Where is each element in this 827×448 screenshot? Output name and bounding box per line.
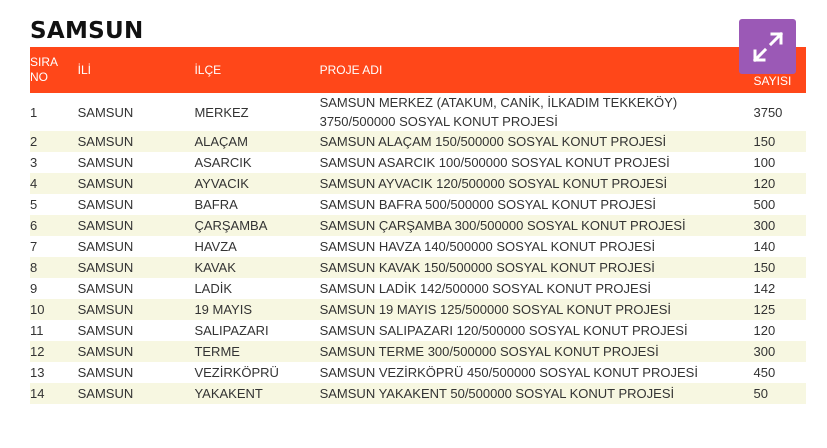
cell-sira-no: 2 (30, 134, 38, 149)
cell-sayisi: 300 (753, 344, 776, 359)
cell-proje-adi: SAMSUN VEZİRKÖPRÜ 450/500000 SOSYAL KONUT PROJESİ (319, 365, 698, 380)
cell-sira-no: 7 (30, 239, 38, 254)
cell-ili: SAMSUN (77, 260, 134, 275)
cell-sira-no: 8 (30, 260, 38, 275)
cell-sayisi: 3750 (753, 104, 783, 120)
cell-sira-no: 11 (30, 323, 44, 338)
cell-proje-adi: SAMSUN ASARCIK 100/500000 SOSYAL KONUT PROJESİ (319, 155, 670, 170)
cell-proje-adi: SAMSUN TERME 300/500000 SOSYAL KONUT PROJESİ (319, 344, 659, 359)
cell-proje-adi: SAMSUN KAVAK 150/500000 SOSYAL KONUT PROJESİ (319, 260, 655, 275)
cell-ili: SAMSUN (77, 281, 134, 296)
cell-ili: SAMSUN (77, 134, 134, 149)
table-row (30, 93, 806, 131)
table-row (30, 131, 806, 152)
cell-ilce: BAFRA (194, 197, 238, 212)
cell-sayisi: 450 (753, 365, 776, 380)
table-row (30, 278, 806, 299)
cell-proje-adi: SAMSUN HAVZA 140/500000 SOSYAL KONUT PROJESİ (319, 239, 656, 254)
cell-ilce: SALIPAZARI (194, 323, 269, 338)
cell-ilce: 19 MAYIS (194, 302, 252, 317)
cell-ilce: KAVAK (194, 260, 236, 275)
table-row (30, 362, 806, 383)
cell-sira-no: 14 (30, 386, 45, 401)
cell-sira-no: 1 (30, 104, 38, 120)
projects-table (30, 47, 806, 404)
header-ili: İLİ (77, 62, 91, 77)
header-ilce: İLÇE (194, 62, 222, 77)
cell-ili: SAMSUN (77, 176, 134, 191)
cell-ili: SAMSUN (77, 155, 134, 170)
table-row (30, 320, 806, 341)
cell-sayisi: 150 (753, 260, 776, 275)
page-title: SAMSUN (30, 18, 144, 44)
table-row (30, 215, 806, 236)
cell-proje-adi: SAMSUN SALIPAZARI 120/500000 SOSYAL KONUT PROJESİ (319, 323, 688, 338)
cell-ili: SAMSUN (77, 386, 134, 401)
cell-ili: SAMSUN (77, 239, 134, 254)
table-row (30, 152, 806, 173)
expand-button[interactable] (739, 19, 796, 74)
table-row (30, 383, 806, 404)
cell-ilce: LADİK (194, 281, 233, 296)
cell-proje-adi: SAMSUN AYVACIK 120/500000 SOSYAL KONUT PROJESİ (319, 176, 668, 191)
cell-ilce: ASARCIK (194, 155, 252, 170)
cell-ili: SAMSUN (77, 104, 134, 120)
cell-ili: SAMSUN (77, 218, 134, 233)
cell-ili: SAMSUN (77, 365, 134, 380)
cell-sayisi: 125 (753, 302, 776, 317)
cell-proje-adi: SAMSUN MERKEZ (ATAKUM, CANİK, İLKADIM TEKKEKÖY) 3750/500000 SOSYAL KONUT PROJESİ (319, 95, 678, 129)
cell-sayisi: 100 (753, 155, 776, 170)
table-row (30, 299, 806, 320)
header-proje-adi: PROJE ADI (319, 62, 383, 77)
cell-ilce: MERKEZ (194, 104, 249, 120)
cell-proje-adi: SAMSUN YAKAKENT 50/500000 SOSYAL KONUT PROJESİ (319, 386, 675, 401)
cell-sira-no: 3 (30, 155, 38, 170)
cell-sira-no: 10 (30, 302, 45, 317)
table-row (30, 194, 806, 215)
cell-sayisi: 140 (753, 239, 776, 254)
cell-sira-no: 6 (30, 218, 38, 233)
cell-sira-no: 12 (30, 344, 45, 359)
cell-ili: SAMSUN (77, 302, 134, 317)
expand-arrows-icon (750, 29, 786, 65)
cell-ili: SAMSUN (77, 344, 134, 359)
cell-sayisi: 142 (753, 281, 776, 296)
cell-ilce: ÇARŞAMBA (194, 218, 268, 233)
cell-ili: SAMSUN (77, 323, 134, 338)
cell-ilce: AYVACIK (194, 176, 249, 191)
cell-sayisi: 50 (753, 386, 768, 401)
cell-ilce: TERME (194, 344, 240, 359)
cell-ilce: ALAÇAM (194, 134, 248, 149)
table-header-row (30, 47, 806, 93)
cell-ili: SAMSUN (77, 197, 134, 212)
cell-proje-adi: SAMSUN 19 MAYIS 125/500000 SOSYAL KONUT PROJESİ (319, 302, 671, 317)
cell-proje-adi: SAMSUN ALAÇAM 150/500000 SOSYAL KONUT PROJESİ (319, 134, 667, 149)
table-row (30, 236, 806, 257)
cell-sira-no: 5 (30, 197, 38, 212)
cell-proje-adi: SAMSUN ÇARŞAMBA 300/500000 SOSYAL KONUT PROJESİ (319, 218, 686, 233)
cell-proje-adi: SAMSUN LADİK 142/500000 SOSYAL KONUT PROJESİ (319, 281, 651, 296)
cell-sira-no: 13 (30, 365, 45, 380)
table-row (30, 257, 806, 278)
cell-sayisi: 500 (753, 197, 776, 212)
cell-proje-adi: SAMSUN BAFRA 500/500000 SOSYAL KONUT PROJESİ (319, 197, 657, 212)
cell-ilce: HAVZA (194, 239, 237, 254)
table-row (30, 341, 806, 362)
cell-sira-no: 4 (30, 176, 38, 191)
cell-sayisi: 120 (753, 176, 776, 191)
header-sira-no: SIRA NO (30, 55, 58, 84)
table-row (30, 173, 806, 194)
cell-ilce: YAKAKENT (194, 386, 263, 401)
cell-sayisi: 150 (753, 134, 776, 149)
cell-ilce: VEZİRKÖPRÜ (194, 365, 279, 380)
cell-sira-no: 9 (30, 281, 38, 296)
cell-sayisi: 300 (753, 218, 776, 233)
table-body (30, 93, 806, 404)
cell-sayisi: 120 (753, 323, 776, 338)
header-sayisi: SAYISI (753, 74, 792, 88)
